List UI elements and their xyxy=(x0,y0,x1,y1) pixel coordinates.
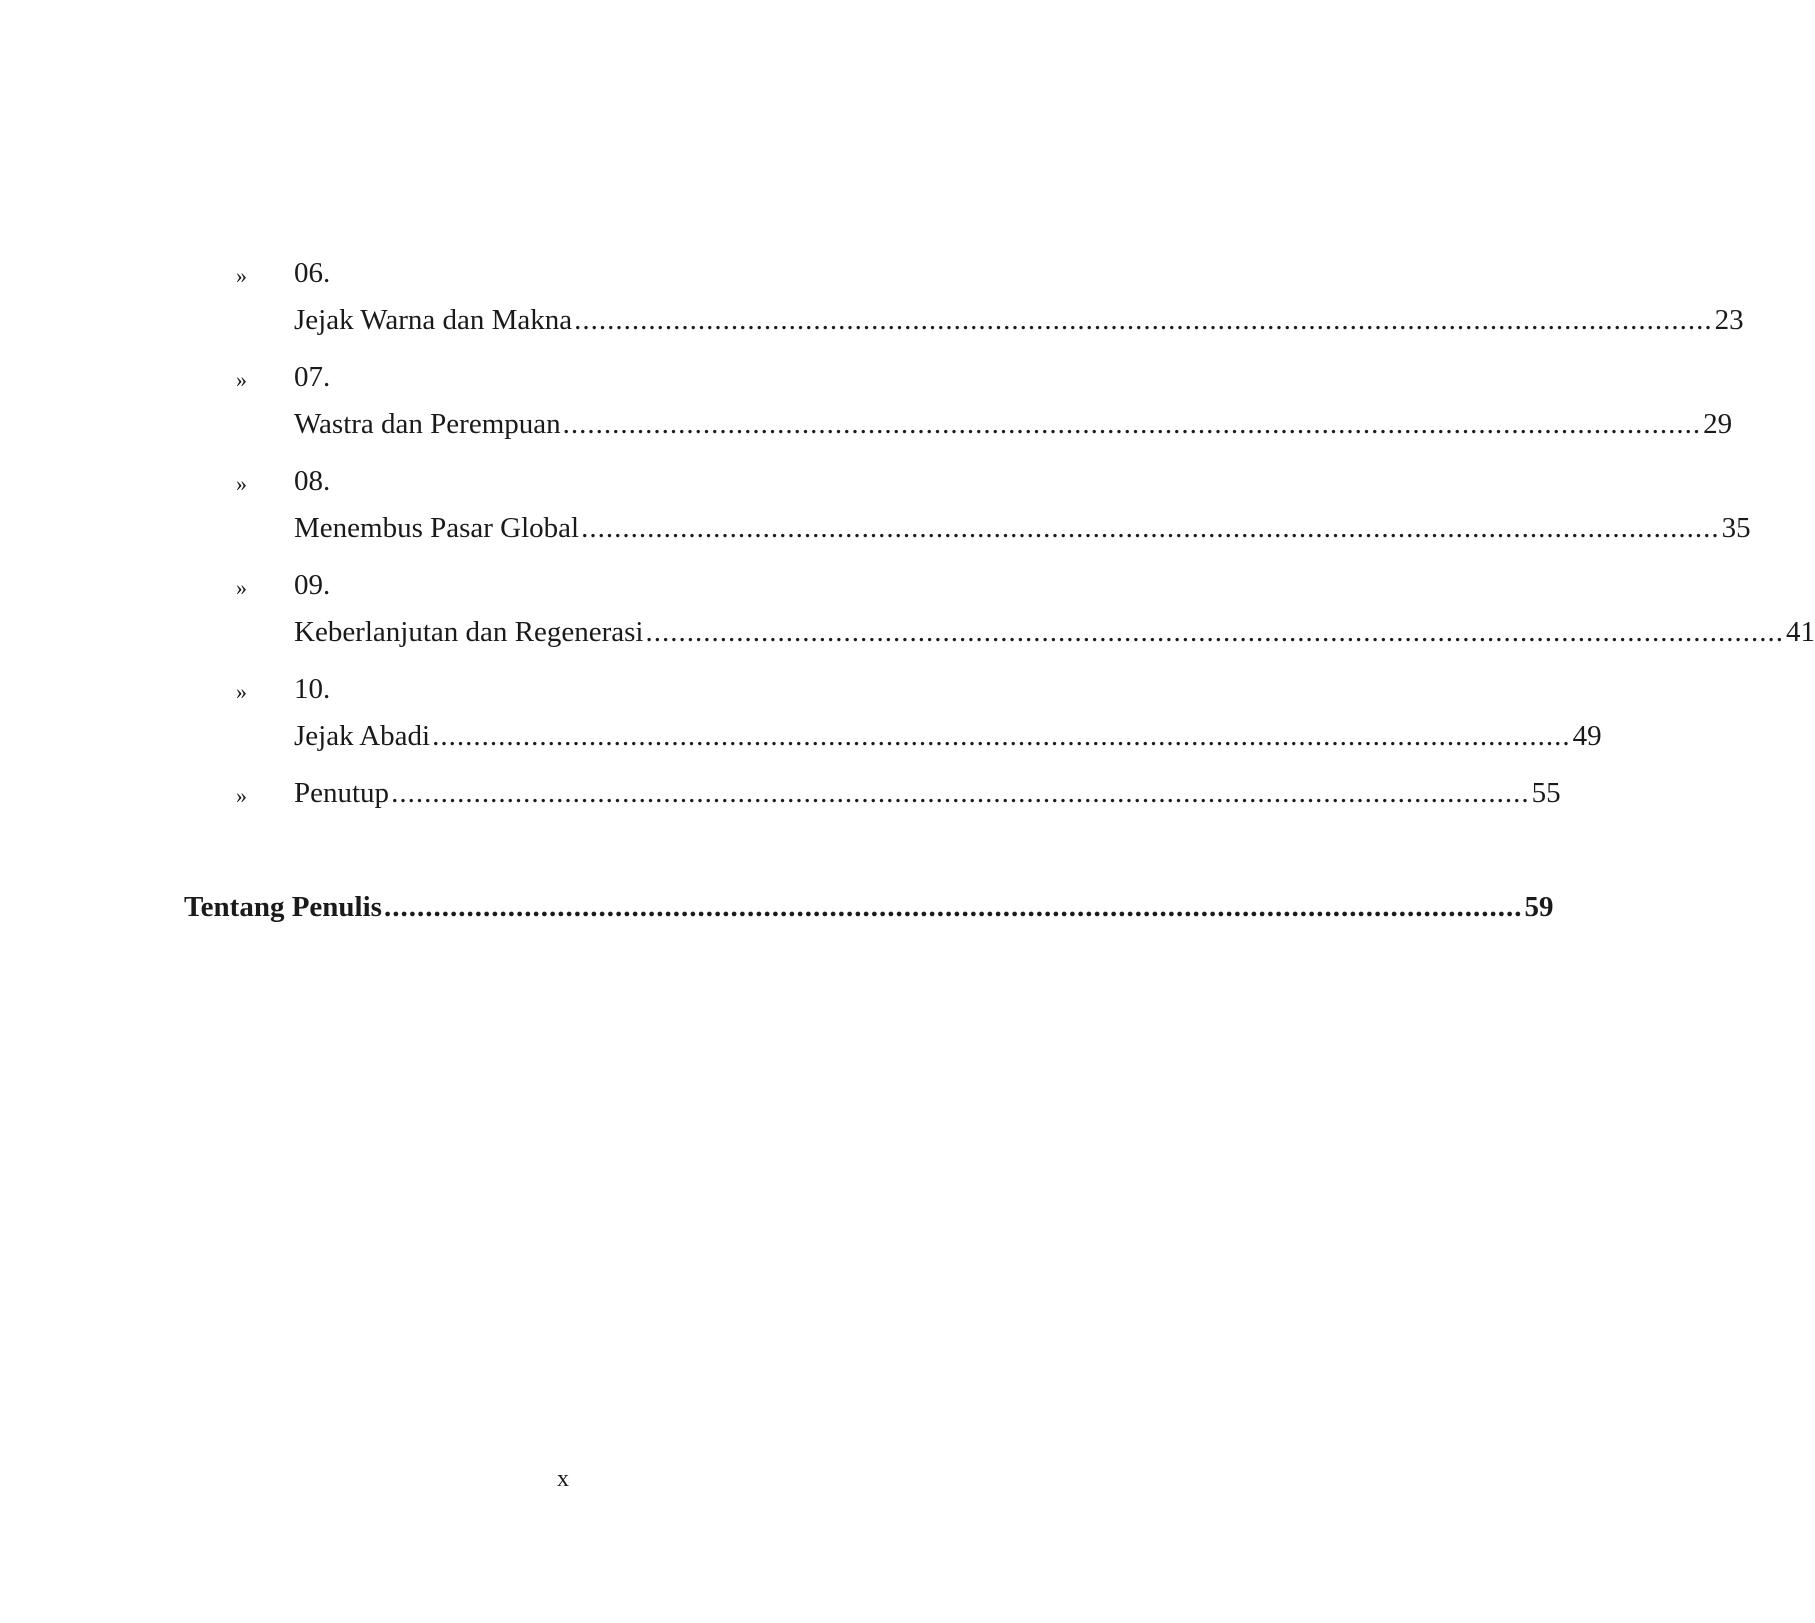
toc-entry-page: 41 xyxy=(1785,616,1815,648)
chapter-number-07: 07. xyxy=(294,361,331,393)
bullet-10: » xyxy=(236,679,247,704)
dot-leader: .......................................................................................................................................... xyxy=(574,304,1713,336)
toc-entry-07[interactable] xyxy=(294,406,1733,442)
bullet-penutup: » xyxy=(236,783,247,808)
bullet-08: » xyxy=(236,471,247,496)
page-number: x xyxy=(557,1466,569,1492)
dot-leader: .......................................................................................................................................... xyxy=(383,891,1523,923)
toc-entry-title: Tentang Penulis xyxy=(184,891,382,923)
chapter-number-08: 08. xyxy=(294,465,331,497)
toc-entry-page: 55 xyxy=(1531,777,1561,809)
toc-entry-tentang-penulis[interactable] xyxy=(184,889,1554,925)
toc-entry-title: Jejak Abadi xyxy=(294,720,431,752)
chapter-number-09: 09. xyxy=(294,569,331,601)
toc-entry-title: Jejak Warna dan Makna xyxy=(294,304,573,336)
toc-entry-title: Penutup xyxy=(294,777,390,809)
toc-entry-08[interactable] xyxy=(294,510,1751,546)
dot-leader: .......................................................................................................................................... xyxy=(581,512,1720,544)
toc-entry-page: 29 xyxy=(1703,408,1733,440)
toc-entry-page: 23 xyxy=(1714,304,1744,336)
bullet-06: » xyxy=(236,263,247,288)
toc-entry-penutup[interactable] xyxy=(294,775,1561,811)
dot-leader: .......................................................................................................................................... xyxy=(562,408,1702,440)
dot-leader: .......................................................................................................................................... xyxy=(432,720,1571,752)
chapter-number-06: 06. xyxy=(294,257,331,289)
toc-entry-page: 49 xyxy=(1572,720,1602,752)
bullet-09: » xyxy=(236,575,247,600)
dot-leader: .......................................................................................................................................... xyxy=(391,777,1530,809)
toc-entry-title: Wastra dan Perempuan xyxy=(294,408,561,440)
toc-entry-title: Keberlanjutan dan Regenerasi xyxy=(294,616,644,648)
chapter-number-10: 10. xyxy=(294,673,331,705)
toc-entry-10[interactable] xyxy=(294,718,1602,754)
toc-entry-page: 35 xyxy=(1721,512,1751,544)
toc-entry-page: 59 xyxy=(1524,891,1554,923)
dot-leader: .......................................................................................................................................... xyxy=(645,616,1784,648)
toc-entry-06[interactable] xyxy=(294,302,1744,338)
bullet-07: » xyxy=(236,367,247,392)
toc-entry-title: Menembus Pasar Global xyxy=(294,512,580,544)
toc-entry-09[interactable] xyxy=(294,614,1815,650)
